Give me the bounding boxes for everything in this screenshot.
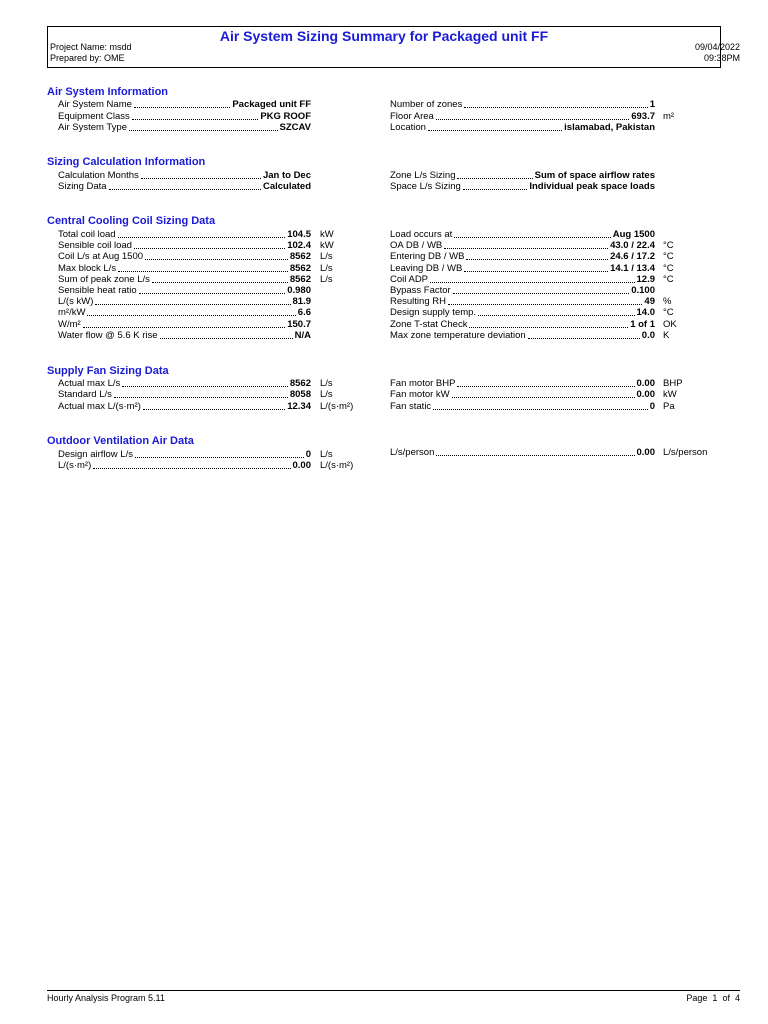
- row-unit: kW: [320, 229, 334, 240]
- calc-row: [58, 181, 311, 192]
- calc-label: Zone L/s Sizing: [390, 170, 456, 181]
- dot-leader: [448, 304, 642, 305]
- dot-leader: [114, 397, 288, 398]
- dot-leader: [135, 457, 304, 458]
- data-row: [58, 274, 311, 285]
- row-value: 0.980: [287, 285, 311, 296]
- dot-leader: [118, 237, 286, 238]
- dot-leader: [122, 386, 288, 387]
- row-label: Resulting RH: [390, 296, 446, 308]
- dot-leader: [132, 119, 259, 120]
- info-row: [390, 99, 655, 110]
- info-label: Equipment Class: [58, 111, 130, 122]
- row-label: Fan motor BHP: [390, 378, 456, 389]
- calc-label: Calculation Months: [58, 170, 139, 181]
- dot-leader: [528, 338, 640, 339]
- row-value: 0.00: [636, 389, 655, 401]
- row-unit: L/s/person: [663, 447, 708, 458]
- info-row: [58, 99, 311, 110]
- calc-row: [58, 170, 311, 181]
- row-unit: °C: [663, 262, 674, 274]
- row-value: 14.0: [636, 307, 655, 319]
- row-value: Aug 1500: [612, 229, 655, 240]
- dot-leader: [428, 130, 562, 131]
- calc-value: Calculated: [262, 181, 311, 192]
- data-row: [390, 330, 655, 341]
- row-unit: L/(s·m²): [320, 460, 354, 472]
- row-unit: OK: [663, 318, 677, 330]
- dot-leader: [466, 259, 608, 260]
- row-value: 0.00: [636, 447, 655, 458]
- row-label: Sensible heat ratio: [58, 285, 137, 296]
- row-value: 14.1 / 13.4: [610, 262, 655, 274]
- row-value: 0.100: [631, 285, 655, 296]
- row-value: 43.0 / 22.4: [610, 240, 655, 252]
- dot-leader: [436, 119, 629, 120]
- dot-leader: [457, 386, 634, 387]
- dot-leader: [145, 259, 288, 260]
- dot-leader: [453, 293, 630, 294]
- row-label: Fan motor kW: [390, 389, 450, 401]
- data-row: [58, 460, 311, 471]
- row-label: Leaving DB / WB: [390, 262, 463, 274]
- data-row: [390, 447, 655, 458]
- info-label: Number of zones: [390, 99, 463, 110]
- dot-leader: [433, 409, 648, 410]
- section-supply-fan: Supply Fan Sizing Data: [47, 365, 169, 377]
- row-value: 8562: [289, 378, 311, 389]
- data-row: [58, 378, 311, 389]
- dot-leader: [139, 293, 286, 294]
- row-label: Coil L/s at Aug 1500: [58, 251, 144, 263]
- title-box: [47, 26, 721, 68]
- dot-leader: [463, 189, 528, 190]
- row-value: 102.4: [287, 240, 311, 252]
- row-unit: L/s: [320, 389, 333, 401]
- row-label: Max zone temperature deviation: [390, 329, 526, 341]
- info-label: Air System Name: [58, 99, 132, 110]
- row-unit: %: [663, 296, 672, 308]
- data-row: [58, 330, 311, 341]
- row-value: N/A: [294, 329, 311, 341]
- data-row: [390, 263, 655, 274]
- row-label: L/(s·m²): [58, 460, 92, 472]
- of-label: of: [722, 993, 730, 1003]
- row-unit: Pa: [663, 400, 675, 412]
- row-value: 0.00: [636, 378, 655, 389]
- row-value: 6.6: [297, 307, 311, 319]
- info-value: Packaged unit FF: [232, 99, 311, 110]
- data-row: [58, 240, 311, 251]
- program-name: Hourly Analysis Program 5.11: [47, 993, 165, 1003]
- dot-leader: [160, 338, 293, 339]
- data-row: [390, 240, 655, 251]
- data-row: [390, 229, 655, 240]
- data-row: [58, 307, 311, 318]
- dot-leader: [430, 282, 634, 283]
- row-label: Coil ADP: [390, 273, 429, 285]
- data-row: [58, 251, 311, 262]
- dot-leader: [469, 327, 628, 328]
- dot-leader: [478, 315, 634, 316]
- data-row: [58, 229, 311, 240]
- row-label: Sensible coil load: [58, 240, 132, 252]
- row-value: 8562: [289, 262, 311, 274]
- info-unit: m²: [663, 111, 675, 122]
- dot-leader: [134, 248, 285, 249]
- calc-value: Jan to Dec: [262, 170, 311, 181]
- dot-leader: [83, 327, 286, 328]
- row-label: Bypass Factor: [390, 285, 451, 296]
- report-title: Air System Sizing Summary for Packaged unit FF: [219, 28, 549, 44]
- row-unit: °C: [663, 251, 674, 263]
- dot-leader: [93, 468, 290, 469]
- dot-leader: [436, 455, 634, 456]
- row-label: Sum of peak zone L/s: [58, 273, 150, 285]
- dot-leader: [464, 107, 647, 108]
- row-unit: kW: [663, 389, 677, 401]
- row-label: Standard L/s: [58, 389, 112, 401]
- row-unit: kW: [320, 240, 334, 252]
- info-row: [58, 122, 311, 133]
- calc-value: Sum of space airflow rates: [534, 170, 655, 181]
- data-row: [58, 401, 311, 412]
- row-label: Load occurs at: [390, 229, 453, 240]
- row-label: OA DB / WB: [390, 240, 443, 252]
- data-row: [390, 378, 655, 389]
- dot-leader: [129, 130, 278, 131]
- data-row: [58, 296, 311, 307]
- row-value: 81.9: [292, 296, 311, 308]
- page-indicator: [686, 993, 740, 1003]
- dot-leader: [444, 248, 608, 249]
- data-row: [390, 401, 655, 412]
- row-label: Entering DB / WB: [390, 251, 465, 263]
- calc-row: [390, 181, 655, 192]
- section-outdoor-air: Outdoor Ventilation Air Data: [47, 435, 194, 447]
- info-value: SZCAV: [279, 122, 311, 133]
- data-row: [390, 296, 655, 307]
- dot-leader: [457, 178, 532, 179]
- dot-leader: [464, 271, 608, 272]
- row-unit: BHP: [663, 378, 683, 389]
- row-value: 8562: [289, 273, 311, 285]
- info-label: Location: [390, 122, 426, 133]
- row-value: 0.0: [641, 329, 655, 341]
- row-value: 12.9: [636, 273, 655, 285]
- row-value: 0.00: [292, 460, 311, 472]
- dot-leader: [134, 107, 230, 108]
- row-unit: L/s: [320, 273, 333, 285]
- info-value: 693.7: [631, 111, 655, 122]
- data-row: [390, 307, 655, 318]
- row-unit: L/s: [320, 251, 333, 263]
- row-value: 0: [305, 449, 311, 460]
- info-row: [58, 111, 311, 122]
- row-label: Max block L/s: [58, 262, 117, 274]
- row-value: 8058: [289, 389, 311, 401]
- page-total: 4: [734, 993, 740, 1003]
- dot-leader: [118, 271, 288, 272]
- row-label: L/s/person: [390, 447, 435, 458]
- dot-leader: [141, 178, 261, 179]
- row-value: 12.34: [287, 400, 311, 412]
- row-label: Actual max L/(s·m²): [58, 400, 141, 412]
- row-value: 0: [649, 400, 655, 412]
- row-unit: L/s: [320, 378, 333, 389]
- section-cooling-coil: Central Cooling Coil Sizing Data: [47, 215, 216, 227]
- row-label: Fan static: [390, 400, 432, 412]
- info-row: [390, 111, 655, 122]
- row-label: Zone T-stat Check: [390, 318, 468, 330]
- data-row: [390, 319, 655, 330]
- row-label: L/(s kW): [58, 296, 94, 308]
- row-label: Design supply temp.: [390, 307, 477, 319]
- dot-leader: [152, 282, 288, 283]
- calc-value: Individual peak space loads: [529, 181, 655, 192]
- row-unit: L/s: [320, 262, 333, 274]
- row-value: 104.5: [287, 229, 311, 240]
- row-value: 150.7: [287, 318, 311, 330]
- dot-leader: [452, 397, 635, 398]
- dot-leader: [95, 304, 290, 305]
- data-row: [58, 449, 311, 460]
- data-row: [58, 389, 311, 400]
- row-unit: °C: [663, 307, 674, 319]
- section-air-system-info: Air System Information: [47, 86, 169, 98]
- data-row: [390, 285, 655, 296]
- page-label: Page: [686, 993, 708, 1003]
- page-number: 1: [712, 993, 718, 1003]
- calc-label: Space L/s Sizing: [390, 181, 461, 192]
- row-unit: L/s: [320, 449, 333, 460]
- calc-label: Sizing Data: [58, 181, 107, 192]
- section-sizing-calc: Sizing Calculation Information: [47, 156, 206, 168]
- row-unit: L/(s·m²): [320, 400, 354, 412]
- info-label: Air System Type: [58, 122, 127, 133]
- row-value: 1 of 1: [630, 318, 655, 330]
- data-row: [390, 251, 655, 262]
- data-row: [390, 274, 655, 285]
- footer-rule: [47, 990, 740, 991]
- data-row: [58, 319, 311, 330]
- project-name: Project Name: msdd: [50, 42, 132, 52]
- row-label: Water flow @ 5.6 K rise: [58, 329, 158, 341]
- row-unit: K: [663, 329, 670, 341]
- row-unit: °C: [663, 273, 674, 285]
- calc-row: [390, 170, 655, 181]
- report-time: 09:38PM: [703, 53, 740, 63]
- row-label: m²/kW: [58, 307, 86, 319]
- row-label: Actual max L/s: [58, 378, 121, 389]
- info-row: [390, 122, 655, 133]
- row-value: 24.6 / 17.2: [610, 251, 655, 263]
- data-row: [58, 263, 311, 274]
- info-label: Floor Area: [390, 111, 434, 122]
- row-label: W/m²: [58, 318, 81, 330]
- row-unit: °C: [663, 240, 674, 252]
- row-value: 49: [644, 296, 655, 308]
- data-row: [58, 285, 311, 296]
- dot-leader: [454, 237, 610, 238]
- info-value: islamabad, Pakistan: [564, 122, 655, 133]
- info-value: PKG ROOF: [260, 111, 311, 122]
- dot-leader: [143, 409, 285, 410]
- dot-leader: [109, 189, 261, 190]
- row-label: Design airflow L/s: [58, 449, 133, 460]
- data-row: [390, 389, 655, 400]
- info-value: 1: [649, 99, 655, 110]
- report-date: 09/04/2022: [694, 42, 740, 52]
- dot-leader: [87, 315, 295, 316]
- row-label: Total coil load: [58, 229, 116, 240]
- row-value: 8562: [289, 251, 311, 263]
- prepared-by: Prepared by: OME: [50, 53, 125, 63]
